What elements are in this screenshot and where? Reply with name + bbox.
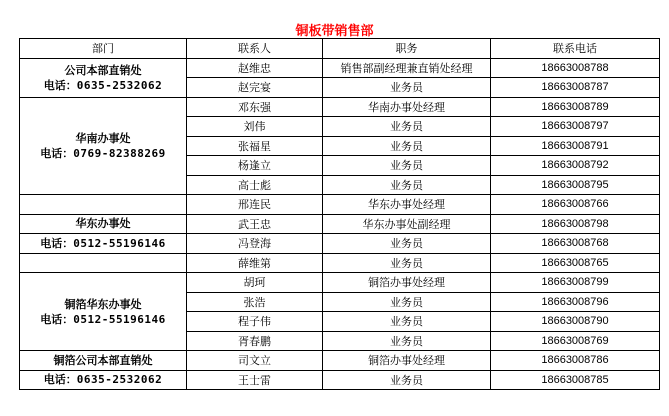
phone-cell: 18663008785: [491, 370, 660, 390]
phone-cell: 18663008795: [491, 175, 660, 195]
contact-cell: 薛维第: [187, 253, 323, 273]
dept-tel: 0635-2532062: [76, 78, 163, 92]
contact-cell: 武王忠: [187, 214, 323, 234]
table-row: [20, 253, 660, 273]
position-cell: 华东办事处经理: [323, 195, 491, 215]
position-cell: 业务员: [323, 117, 491, 137]
position-cell: 铜箔办事处经理: [323, 351, 491, 371]
dept-cell-south: [20, 97, 187, 195]
table-row: [20, 97, 660, 117]
position-cell: 华南办事处经理: [323, 97, 491, 117]
contact-cell: 赵维忠: [187, 58, 323, 78]
dept-tel: 0512-55196146: [73, 236, 166, 250]
header-contact: 联系人: [187, 39, 323, 59]
phone-cell: 18663008797: [491, 117, 660, 137]
phone-cell: 18663008788: [491, 58, 660, 78]
contact-cell: 张浩: [187, 292, 323, 312]
position-cell: 业务员: [323, 234, 491, 254]
table-row: [20, 370, 660, 390]
dept-name: 铜箔华东办事处: [64, 297, 142, 311]
header-phone: 联系电话: [491, 39, 660, 59]
table-header-row: [20, 39, 660, 59]
contact-cell: 高士彪: [187, 175, 323, 195]
contact-cell: 胥春鹏: [187, 331, 323, 351]
phone-cell: 18663008769: [491, 331, 660, 351]
dept-cell-foil-east: [20, 273, 187, 351]
phone-cell: 18663008787: [491, 78, 660, 98]
dept-tel-label: 电话：: [40, 236, 74, 250]
table-row: [20, 234, 660, 254]
dept-cell-empty: [20, 253, 187, 273]
position-cell: 业务员: [323, 253, 491, 273]
phone-cell: 18663008796: [491, 292, 660, 312]
position-cell: 业务员: [323, 175, 491, 195]
contact-cell: 王士雷: [187, 370, 323, 390]
table-row: [20, 273, 660, 293]
table-row: [20, 58, 660, 78]
dept-tel-label: 电话：: [40, 312, 74, 326]
header-position: 职务: [323, 39, 491, 59]
position-cell: 业务员: [323, 331, 491, 351]
table-row: [20, 195, 660, 215]
position-cell: 业务员: [323, 78, 491, 98]
dept-tel: 0512-55196146: [73, 312, 166, 326]
phone-cell: 18663008792: [491, 156, 660, 176]
phone-cell: 18663008768: [491, 234, 660, 254]
phone-cell: 18663008789: [491, 97, 660, 117]
phone-cell: 18663008798: [491, 214, 660, 234]
dept-name: 华南办事处: [75, 131, 131, 145]
phone-cell: 18663008799: [491, 273, 660, 293]
dept-name-east: 华东办事处: [20, 214, 187, 234]
contact-cell: 刘伟: [187, 117, 323, 137]
dept-cell-empty: [20, 195, 187, 215]
table-row: [20, 351, 660, 371]
phone-cell: 18663008786: [491, 351, 660, 371]
dept-tel: 0635-2532062: [76, 373, 163, 387]
position-cell: 业务员: [323, 292, 491, 312]
phone-cell: 18663008766: [491, 195, 660, 215]
position-cell: 铜箔办事处经理: [323, 273, 491, 293]
dept-tel-label: 电话：: [40, 146, 74, 160]
phone-cell: 18663008790: [491, 312, 660, 332]
dept-cell-hq: [20, 58, 187, 97]
dept-tel: 0769-82388269: [73, 146, 166, 160]
position-cell: 业务员: [323, 312, 491, 332]
contact-cell: 杨逢立: [187, 156, 323, 176]
position-cell: 业务员: [323, 370, 491, 390]
dept-name: 公司本部直销处: [64, 63, 142, 77]
contact-cell: 赵完宴: [187, 78, 323, 98]
phone-cell: 18663008791: [491, 136, 660, 156]
position-cell: 业务员: [323, 136, 491, 156]
dept-tel-label: 电话：: [43, 373, 77, 387]
dept-tel-label: 电话：: [43, 78, 77, 92]
dept-tel-foil-hq: [20, 370, 187, 390]
position-cell: 业务员: [323, 156, 491, 176]
table-row: [20, 214, 660, 234]
sales-contact-table: [19, 38, 660, 390]
contact-cell: 张福星: [187, 136, 323, 156]
dept-tel-east: [20, 234, 187, 254]
header-dept: 部门: [20, 39, 187, 59]
contact-cell: 胡珂: [187, 273, 323, 293]
contact-cell: 程子伟: [187, 312, 323, 332]
dept-name-foil-hq: 铜箔公司本部直销处: [20, 351, 187, 371]
contact-cell: 冯登海: [187, 234, 323, 254]
position-cell: 华东办事处副经理: [323, 214, 491, 234]
contact-cell: 邓东强: [187, 97, 323, 117]
phone-cell: 18663008765: [491, 253, 660, 273]
contact-cell: 司文立: [187, 351, 323, 371]
page-title: 铜板带销售部: [295, 24, 374, 39]
contact-cell: 邢连民: [187, 195, 323, 215]
position-cell: 销售部副经理兼直销处经理: [323, 58, 491, 78]
